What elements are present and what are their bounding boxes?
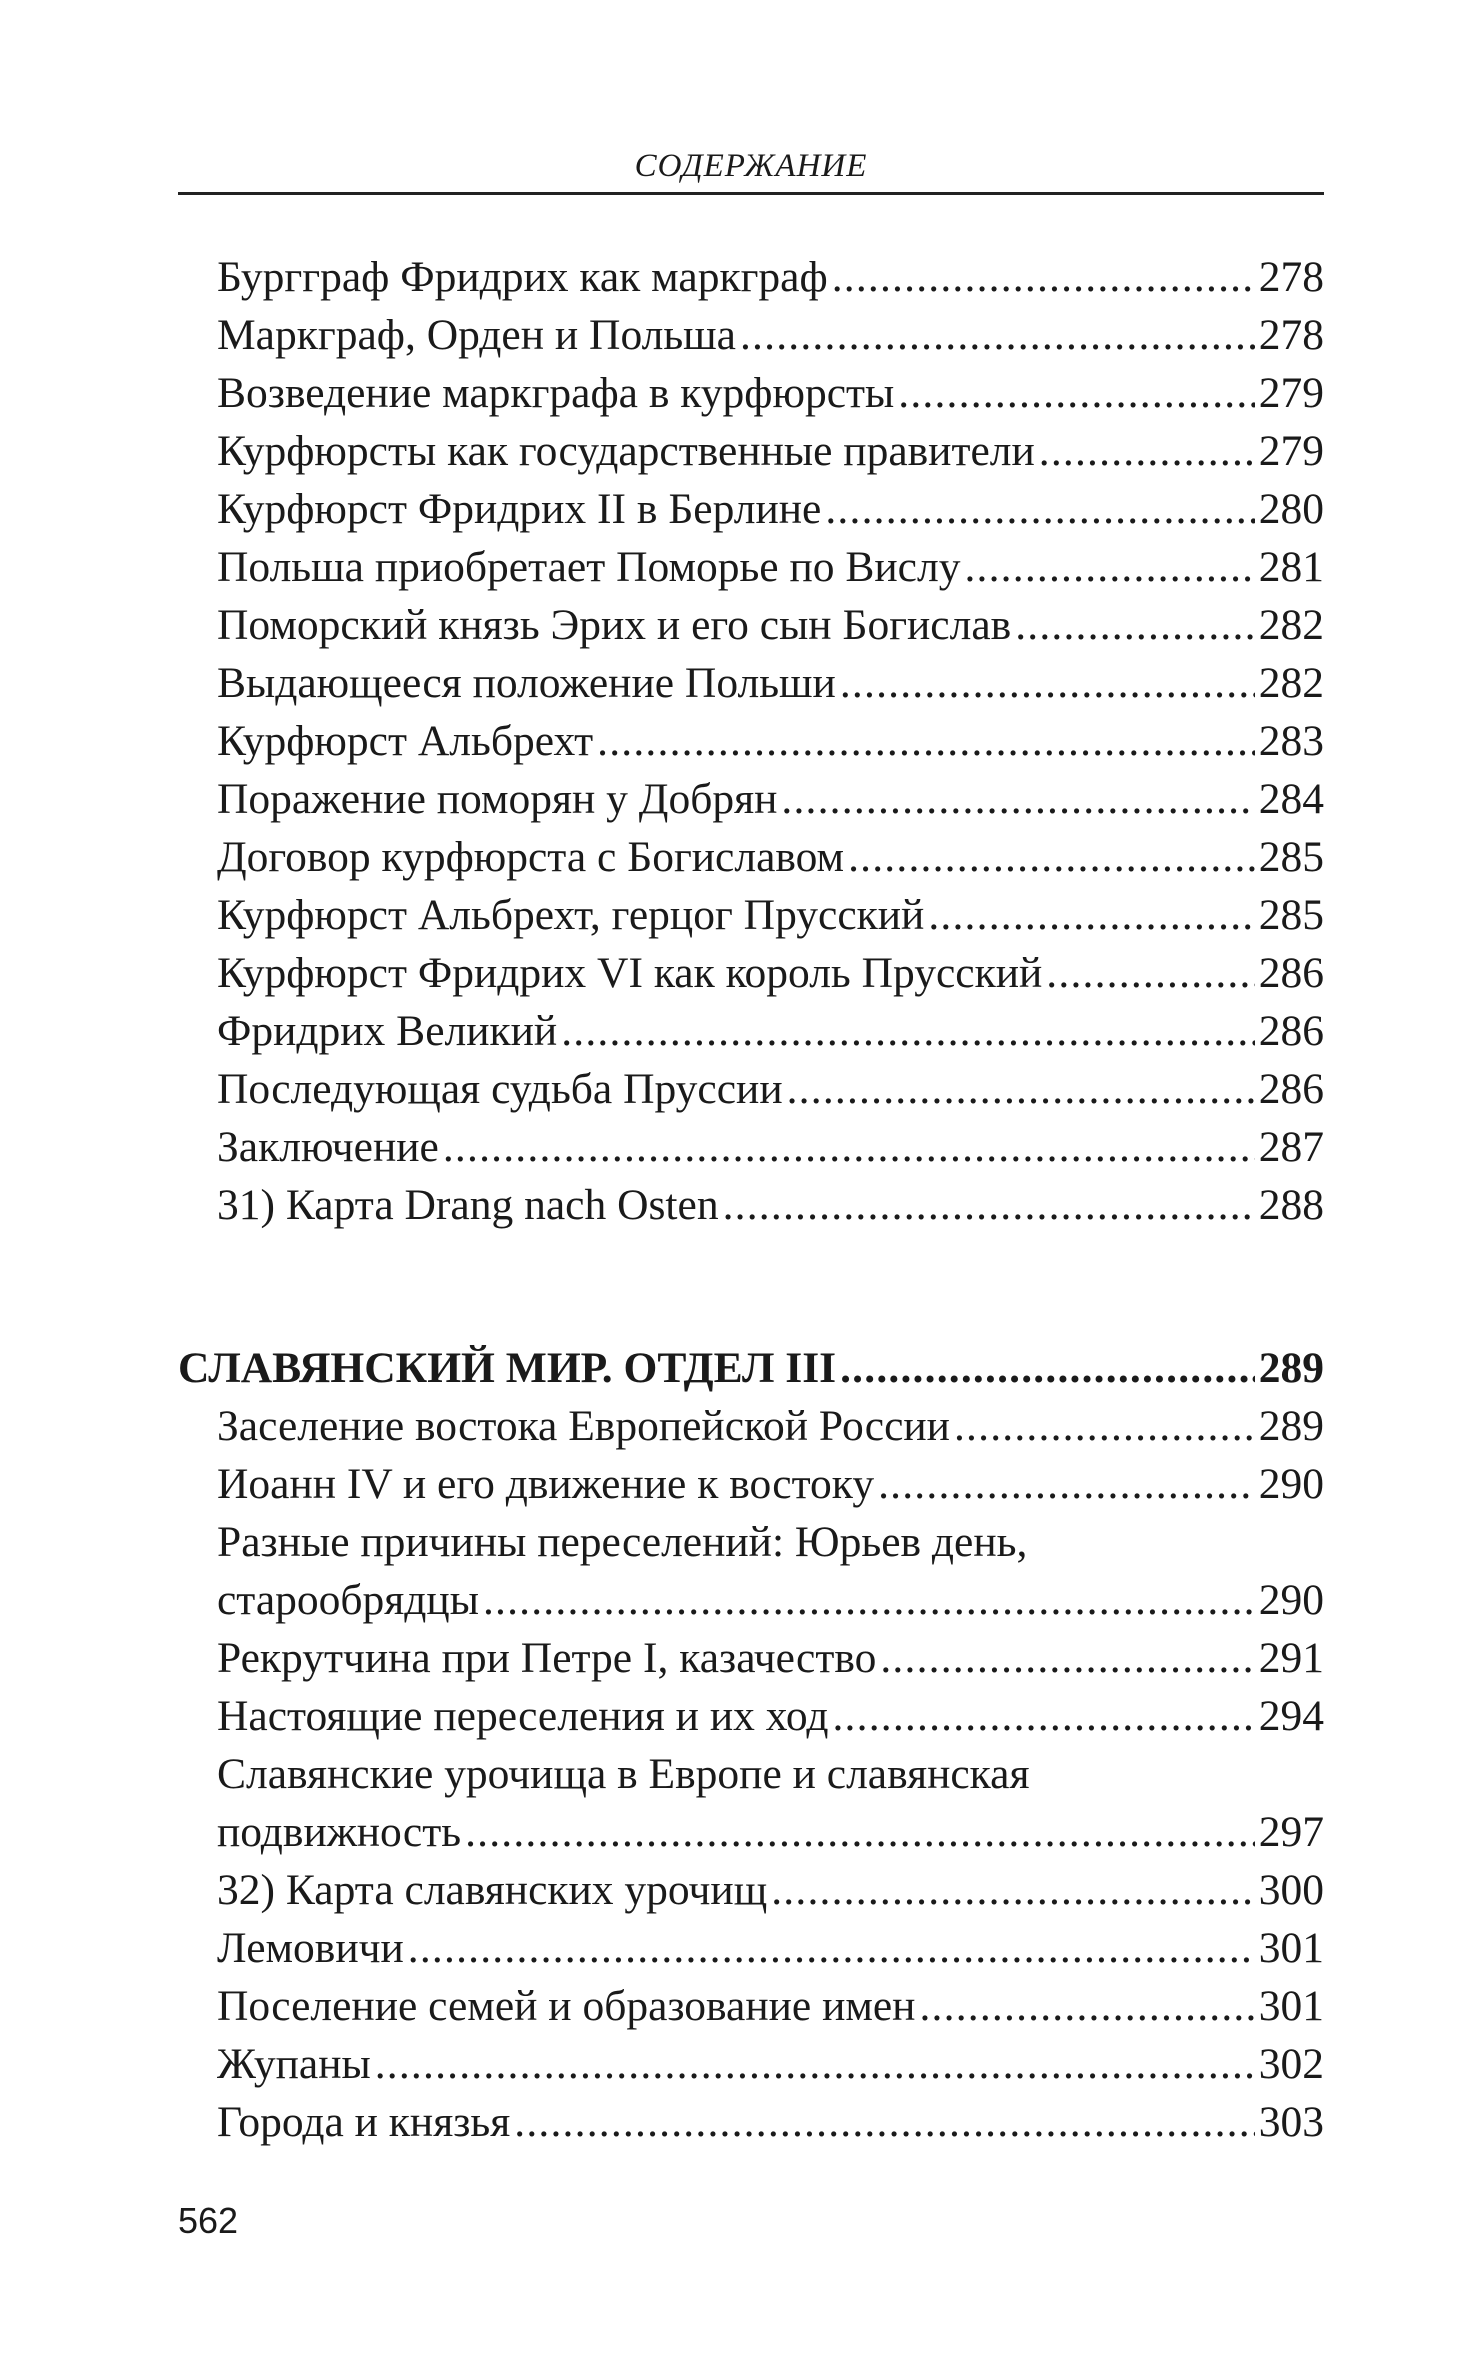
toc-entry-title: Курфюрст Фридрих II в Берлине — [217, 485, 822, 533]
toc-entry-page: 300 — [1255, 1861, 1324, 1919]
toc-entry[interactable] — [178, 248, 1324, 306]
toc-entry[interactable] — [178, 1629, 1324, 1687]
toc-entry-page: 288 — [1255, 1176, 1324, 1234]
toc-entry-page: 286 — [1255, 1060, 1324, 1118]
toc-section-b — [178, 1397, 1324, 2151]
dot-leader — [783, 1060, 1255, 1118]
toc-entry-page: 301 — [1255, 1919, 1324, 1977]
dot-leader — [828, 1687, 1254, 1745]
toc-entry[interactable] — [178, 1176, 1324, 1234]
dot-leader — [736, 306, 1255, 364]
toc-entry-page: 285 — [1255, 886, 1324, 944]
toc-entry-page: 294 — [1255, 1687, 1324, 1745]
toc-entry[interactable] — [178, 364, 1324, 422]
toc-entry-title: старообрядцы — [217, 1576, 479, 1624]
toc-entry[interactable] — [178, 596, 1324, 654]
toc-entry-page: 297 — [1255, 1803, 1324, 1861]
toc-entry[interactable] — [178, 654, 1324, 712]
dot-leader — [924, 886, 1254, 944]
dot-leader — [439, 1118, 1255, 1176]
dot-leader — [836, 1339, 1255, 1397]
toc-entry[interactable] — [178, 538, 1324, 596]
toc-entry[interactable] — [178, 306, 1324, 364]
toc-entry-title: Настоящие переселения и их ход — [217, 1692, 829, 1740]
toc-entry-title: Жупаны — [217, 2040, 371, 2088]
toc-entry-title: Поселение семей и образование имен — [217, 1982, 916, 2030]
toc-entry[interactable] — [178, 886, 1324, 944]
toc-entry-title: Выдающееся положение Польши — [217, 659, 836, 707]
page-number: 562 — [178, 2200, 239, 2241]
toc-entry-page: 279 — [1255, 364, 1324, 422]
dot-leader — [479, 1571, 1255, 1629]
running-head: СОДЕРЖАНИЕ — [634, 148, 868, 184]
toc-entry[interactable] — [178, 712, 1324, 770]
toc-section-a — [178, 248, 1324, 1234]
toc-entry-page: 286 — [1255, 1002, 1324, 1060]
dot-leader — [821, 480, 1254, 538]
toc-entry-title: Иоанн IV и его движение к востоку — [217, 1460, 875, 1508]
toc-entry-page: 287 — [1255, 1118, 1324, 1176]
toc-entry-page: 282 — [1255, 596, 1324, 654]
toc-entry-title: Поморский князь Эрих и его сын Богислав — [217, 601, 1012, 649]
toc-entry-title: Польша приобретает Поморье по Вислу — [217, 543, 961, 591]
dot-leader — [767, 1861, 1255, 1919]
toc-entry[interactable] — [178, 1745, 1324, 1861]
toc-entry[interactable] — [178, 1919, 1324, 1977]
dot-leader — [836, 654, 1255, 712]
toc-entry-title: Бургграф Фридрих как маркграф — [217, 253, 828, 301]
dot-leader — [844, 828, 1255, 886]
header-rule — [178, 192, 1324, 195]
toc-entry[interactable] — [178, 944, 1324, 1002]
toc-entry-page: 290 — [1255, 1455, 1324, 1513]
dot-leader — [1011, 596, 1255, 654]
toc-entry-page: 303 — [1255, 2093, 1324, 2151]
toc-entry[interactable] — [178, 770, 1324, 828]
toc-entry[interactable] — [178, 1861, 1324, 1919]
toc-entry-title: Маркграф, Орден и Польша — [217, 311, 736, 359]
toc-entry[interactable] — [178, 1513, 1324, 1629]
toc-entry-title: Последующая судьба Пруссии — [217, 1065, 783, 1113]
toc-entry-page: 283 — [1255, 712, 1324, 770]
toc-entry[interactable] — [178, 422, 1324, 480]
toc-entry-page: 281 — [1255, 538, 1324, 596]
dot-leader — [510, 2093, 1255, 2151]
dot-leader — [1042, 944, 1254, 1002]
toc-entry-title: Курфюрст Фридрих VI как король Прусский — [217, 949, 1043, 997]
toc-entry[interactable] — [178, 2093, 1324, 2151]
dot-leader — [950, 1397, 1255, 1455]
toc-entry-title: Заключение — [217, 1123, 439, 1171]
toc-entry[interactable] — [178, 1455, 1324, 1513]
dot-leader — [557, 1002, 1255, 1060]
toc-entry[interactable] — [178, 1002, 1324, 1060]
toc-entry-title: Фридрих Великий — [217, 1007, 558, 1055]
toc-entry-title: 31) Карта Drang nach Osten — [217, 1181, 719, 1229]
dot-leader — [894, 364, 1255, 422]
table-of-contents — [178, 248, 1324, 2151]
dot-leader — [874, 1455, 1255, 1513]
toc-entry-title: 32) Карта славянских урочищ — [217, 1866, 768, 1914]
dot-leader — [1035, 422, 1255, 480]
toc-entry-page: 290 — [1255, 1571, 1324, 1629]
toc-entry[interactable] — [178, 480, 1324, 538]
dot-leader — [876, 1629, 1254, 1687]
section-heading-page: 289 — [1255, 1339, 1324, 1397]
toc-entry-title: Города и князья — [217, 2098, 511, 2146]
toc-entry-page: 285 — [1255, 828, 1324, 886]
toc-entry-page: 278 — [1255, 306, 1324, 364]
toc-entry[interactable] — [178, 828, 1324, 886]
dot-leader — [828, 248, 1255, 306]
toc-entry-page: 278 — [1255, 248, 1324, 306]
dot-leader — [960, 538, 1254, 596]
toc-entry-title: Возведение маркграфа в курфюрсты — [217, 369, 895, 417]
toc-section-heading[interactable] — [178, 1339, 1324, 1397]
toc-entry-page: 289 — [1255, 1397, 1324, 1455]
dot-leader — [915, 1977, 1254, 2035]
dot-leader — [719, 1176, 1255, 1234]
toc-entry-title: Лемовичи — [217, 1924, 404, 1972]
toc-entry-page: 286 — [1255, 944, 1324, 1002]
toc-entry[interactable] — [178, 1687, 1324, 1745]
toc-entry-page: 282 — [1255, 654, 1324, 712]
toc-entry-page: 302 — [1255, 2035, 1324, 2093]
toc-entry[interactable] — [178, 2035, 1324, 2093]
toc-entry-page: 284 — [1255, 770, 1324, 828]
toc-entry-page: 280 — [1255, 480, 1324, 538]
toc-entry-page: 279 — [1255, 422, 1324, 480]
toc-entry-title-line1: Разные причины переселений: Юрьев день, — [217, 1518, 1028, 1566]
toc-entry-title-line1: Славянские урочища в Европе и славянская — [217, 1750, 1030, 1798]
toc-entry-page: 291 — [1255, 1629, 1324, 1687]
dot-leader — [461, 1803, 1255, 1861]
dot-leader — [404, 1919, 1255, 1977]
section-heading-title: СЛАВЯНСКИЙ МИР. ОТДЕЛ III — [178, 1344, 837, 1392]
toc-entry-title: Заселение востока Европейской России — [217, 1402, 950, 1450]
toc-entry[interactable] — [178, 1977, 1324, 2035]
toc-entry-title: подвижность — [217, 1808, 462, 1856]
toc-entry-title: Поражение поморян у Добрян — [217, 775, 778, 823]
toc-entry-title: Курфюрсты как государственные правители — [217, 427, 1035, 475]
toc-entry-title: Курфюрст Альбрехт — [217, 717, 594, 765]
toc-entry[interactable] — [178, 1118, 1324, 1176]
dot-leader — [777, 770, 1254, 828]
section-gap — [178, 1234, 1324, 1339]
toc-entry-title: Рекрутчина при Петре I, казачество — [217, 1634, 877, 1682]
toc-entry-title: Договор курфюрста с Богиславом — [217, 833, 845, 881]
toc-entry-title: Курфюрст Альбрехт, герцог Прусский — [217, 891, 925, 939]
toc-entry[interactable] — [178, 1060, 1324, 1118]
dot-leader — [371, 2035, 1255, 2093]
dot-leader — [593, 712, 1255, 770]
toc-entry[interactable] — [178, 1397, 1324, 1455]
toc-entry-page: 301 — [1255, 1977, 1324, 2035]
